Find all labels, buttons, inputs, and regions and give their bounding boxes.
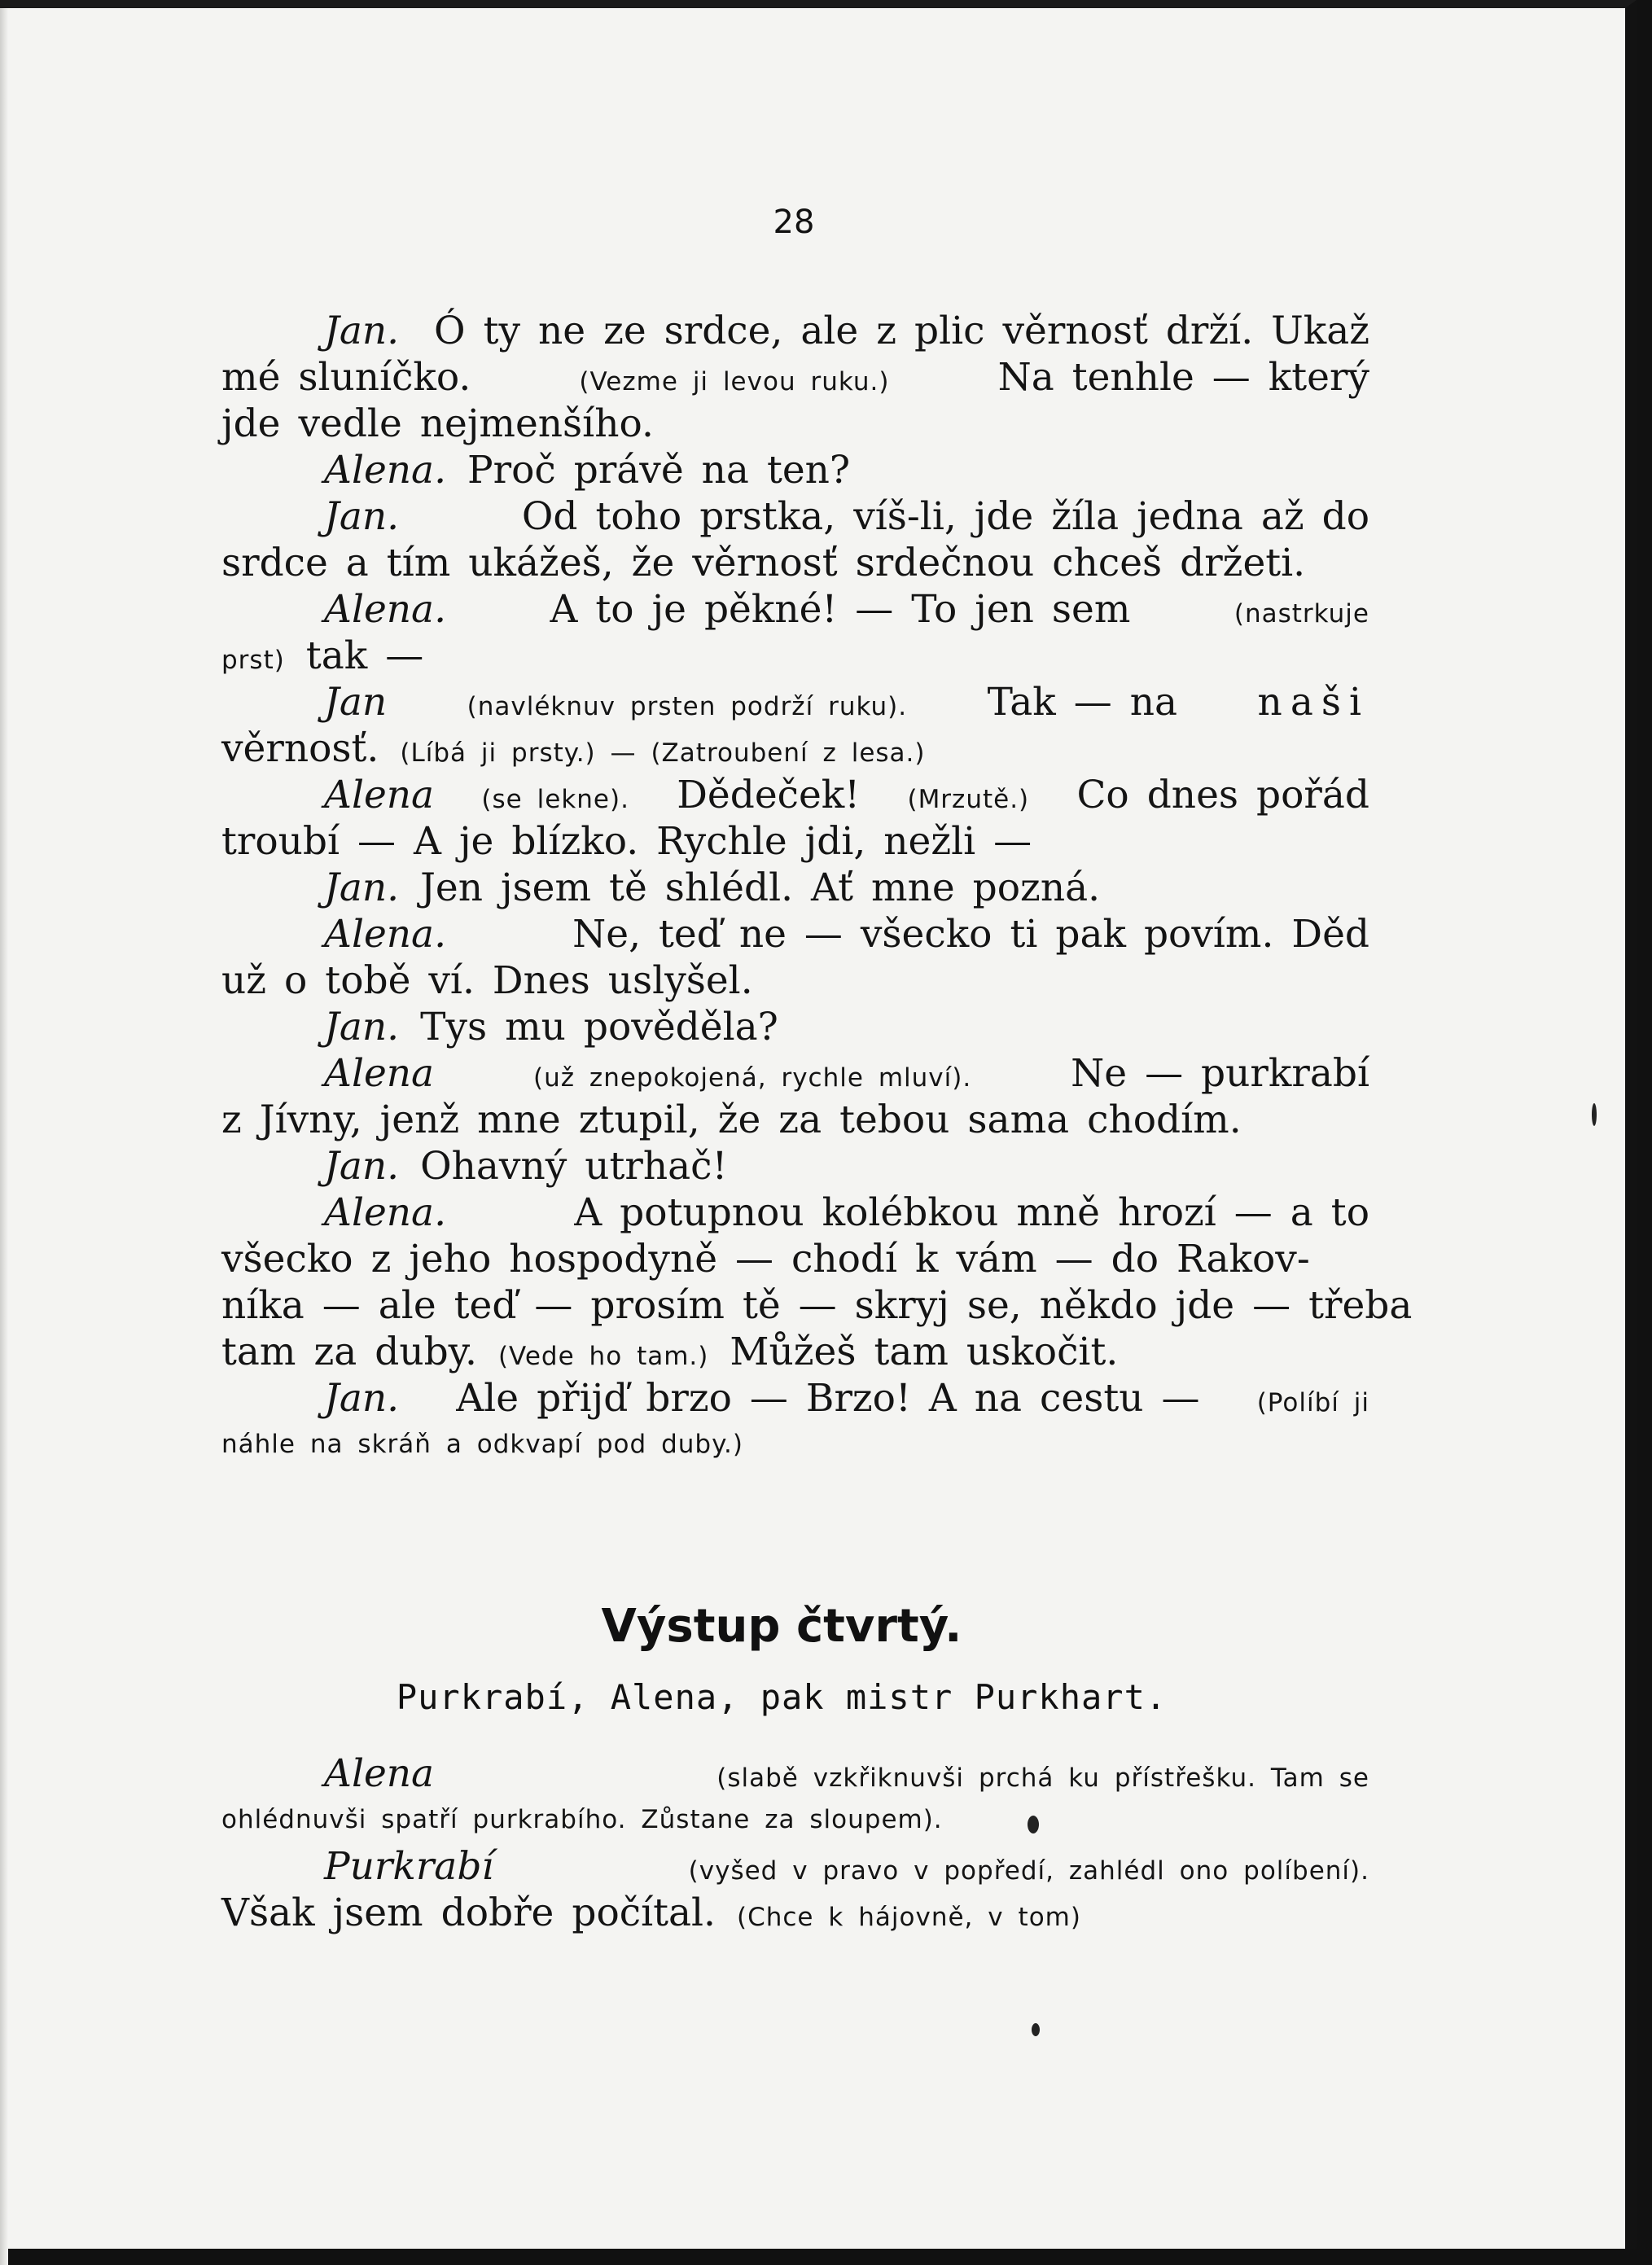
text-line <box>221 957 1369 1004</box>
speaker-name: Purkrabí <box>324 1844 494 1889</box>
text-line <box>221 1097 1369 1143</box>
dialogue-text: Jen jsem tě shlédl. Ať mne pozná. <box>420 865 1101 910</box>
dialogue-text: tam za duby. <box>221 1330 477 1374</box>
dialogue-text: A potupnou kolébkou mně hrozí — a to <box>574 1190 1369 1235</box>
scan-edge <box>0 8 8 2265</box>
stage-direction: (slabě vzkřiknuvši prchá ku přístřešku. Tam se <box>716 1763 1369 1793</box>
speaker-name: Jan. <box>324 309 400 353</box>
text-line <box>221 865 1369 911</box>
speaker-name: Alena. <box>324 1190 447 1235</box>
speaker-name: Alena <box>324 773 435 817</box>
stage-direction: náhle na skráň a odkvapí pod duby.) <box>221 1430 743 1459</box>
dialogue-text: Můžeš tam uskočit. <box>730 1330 1119 1374</box>
text-line <box>221 493 1369 540</box>
text-line <box>221 1050 1369 1097</box>
dialogue-text: Však jsem dobře počítal. <box>221 1890 716 1935</box>
dialogue-text-scene-four <box>221 1750 1369 1936</box>
emphasized-word: naši <box>1257 680 1369 725</box>
stage-direction: (Líbá ji prsty.) — (Zatroubení z lesa.) <box>400 738 926 768</box>
text-line <box>221 818 1369 865</box>
text-line <box>221 1750 1369 1797</box>
dialogue-text: srdce a tím ukážeš, že věrnosť srdečnou chceš držeti. <box>221 541 1306 585</box>
dialogue-text: Ó ty ne ze srdce, ale z plic věrnosť drží. Ukaž <box>434 309 1369 353</box>
text-line <box>221 1189 1369 1236</box>
stage-direction: (Chce k hájovně, v tom) <box>736 1903 1081 1932</box>
scene-cast: Purkrabí, Alena, pak mistr Purkhart. <box>396 1677 1168 1717</box>
stage-direction: prst) <box>221 646 285 675</box>
stage-direction: (Vede ho tam.) <box>497 1342 709 1371</box>
dialogue-text: Ne, teď ne — všecko ti pak povím. Děd <box>572 912 1369 957</box>
text-line <box>221 1282 1413 1329</box>
dialogue-text: už o tobě ví. Dnes uslyšel. <box>221 958 753 1003</box>
dialogue-text: z Jívny, jenž mne ztupil, že za tebou sama chodím. <box>221 1097 1242 1142</box>
text-line <box>221 772 1369 818</box>
speaker-name: Alena <box>324 1751 435 1796</box>
dialogue-text: troubí — A je blízko. Rychle jdi, nežli — <box>221 819 1032 864</box>
dialogue-text <box>221 308 1413 1468</box>
text-line <box>221 540 1369 586</box>
dialogue-text: jde vedle nejmenšího. <box>221 401 654 446</box>
text-line <box>221 1004 1369 1050</box>
dialogue-text: Ne — purkrabí <box>1071 1051 1369 1096</box>
speaker-name: Jan. <box>324 865 400 910</box>
text-line <box>221 447 1369 493</box>
stage-direction: (vyšed v pravo v popředí, zahlédl ono políbení). <box>688 1856 1369 1886</box>
speaker-name: Jan. <box>324 1144 400 1189</box>
text-line <box>221 1797 1369 1843</box>
text-line <box>221 633 1369 679</box>
page-number: 28 <box>773 204 815 241</box>
stage-direction: (Políbí ji <box>1256 1388 1369 1417</box>
text-line <box>221 1375 1369 1422</box>
dialogue-text: Co dnes pořád <box>1076 773 1369 817</box>
dialogue-text: Na tenhle — který <box>997 355 1369 400</box>
stage-direction: (nastrkuje <box>1234 599 1369 629</box>
speaker-name: Alena <box>324 1051 435 1096</box>
text-line <box>221 1236 1369 1282</box>
dialogue-text: A to je pěkné! — To jen sem <box>550 587 1131 632</box>
text-line <box>221 1329 1369 1375</box>
scene-title: Výstup čtvrtý. <box>601 1600 962 1653</box>
dialogue-text: Tys mu pověděla? <box>420 1005 778 1049</box>
stage-direction: (se lekne). <box>481 785 629 814</box>
dialogue-text: Proč právě na ten? <box>467 448 851 493</box>
stage-direction: (navléknuv prsten podrží ruku). <box>467 692 908 721</box>
dialogue-text: mé sluníčko. <box>221 355 471 400</box>
text-line <box>221 1890 1369 1936</box>
ink-speck <box>1032 2023 1040 2036</box>
text-line <box>221 308 1369 354</box>
dialogue-text: níka — ale teď — prosím tě — skryj se, někdo jde — třeba <box>221 1283 1413 1328</box>
speaker-name: Alena. <box>324 587 447 632</box>
dialogue-text: Ale přijď brzo — Brzo! A na cestu — <box>456 1376 1200 1421</box>
dialogue-text: Dědeček! <box>677 773 861 817</box>
dialogue-text: tak — <box>305 633 424 678</box>
text-line <box>221 911 1369 957</box>
stage-direction: (Mrzutě.) <box>907 785 1030 814</box>
text-line <box>221 1843 1369 1890</box>
dialogue-text: všecko z jeho hospodyně — chodí k vám — do Rakov- <box>221 1237 1310 1281</box>
stage-direction: (už znepokojená, rychle mluví). <box>533 1063 972 1093</box>
stage-direction: (Vezme ji levou ruku.) <box>579 367 890 396</box>
text-line <box>221 401 1369 447</box>
speaker-name: Jan <box>324 680 388 725</box>
text-line <box>221 725 1369 772</box>
speaker-name: Jan. <box>324 1005 400 1049</box>
dialogue-text: věrnosť. <box>221 726 379 771</box>
ink-speck <box>1028 1816 1039 1833</box>
text-line <box>221 1422 1369 1468</box>
text-line <box>221 1143 1369 1189</box>
text-line <box>221 679 1369 725</box>
speaker-name: Jan. <box>324 1376 400 1421</box>
speaker-name: Alena. <box>324 448 447 493</box>
dialogue-text: Ohavný utrhač! <box>420 1144 728 1189</box>
stage-direction: ohlédnuvši spatří purkrabího. Zůstane za sloupem). <box>221 1805 943 1834</box>
dialogue-text: Tak — na <box>987 680 1178 725</box>
speaker-name: Jan. <box>324 494 400 539</box>
text-line <box>221 586 1369 633</box>
text-line <box>221 354 1369 401</box>
dialogue-text: Od toho prstka, víš-li, jde žíla jedna až do <box>521 494 1369 539</box>
ink-speck <box>1592 1103 1597 1126</box>
speaker-name: Alena. <box>324 912 447 957</box>
